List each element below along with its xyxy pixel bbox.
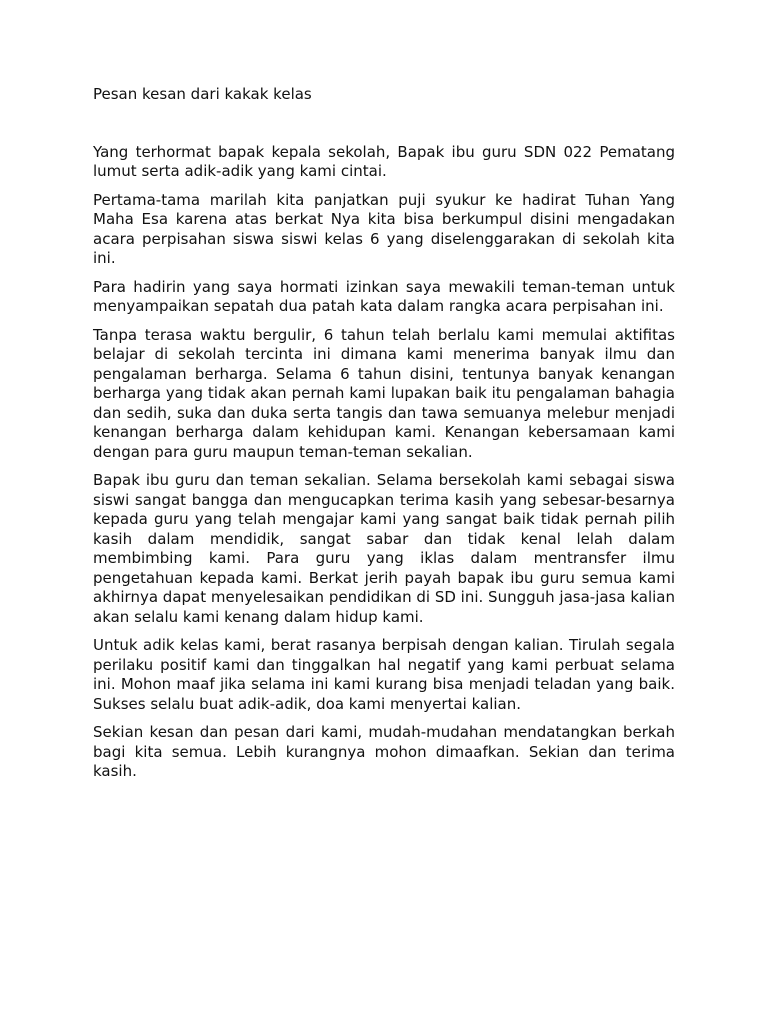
paragraph-greeting: Yang terhormat bapak kepala sekolah, Bapak ibu guru SDN 022 Pematang lumut serta adik-adik yang kami cintai.	[93, 142, 675, 180]
document-body	[93, 85, 675, 791]
paragraph-message-juniors: Untuk adik kelas kami, berat rasanya berpisah dengan kalian. Tirulah segala perilaku positif kami dan tinggalkan hal negatif yang kami perbuat selama ini. Mohon maaf jika selama ini kami kurang bisa menjadi teladan yang baik. Sukses selalu buat adik-adik, doa kami menyertai kalian.	[93, 636, 675, 713]
paragraph-memories: Tanpa terasa waktu bergulir, 6 tahun telah berlalu kami memulai aktifitas belajar di sekolah tercinta ini dimana kami menerima banyak ilmu dan pengalaman berharga. Selama 6 tahun disini, tentunya banyak kenangan berharga yang tidak akan pernah kami lupakan baik itu pengalaman bahagia dan sedih, suka dan duka serta tangis dan tawa semuanya melebur menjadi kenangan berharga dalam kehidupan kami. Kenangan kebersamaan kami dengan para guru maupun teman-teman sekalian.	[93, 325, 675, 461]
paragraph-thanks-teachers: Bapak ibu guru dan teman sekalian. Selama bersekolah kami sebagai siswa siswi sangat bangga dan mengucapkan terima kasih yang sebesar-besarnya kepada guru yang telah mengajar kami yang sangat baik tidak pernah pilih kasih dalam mendidik, sangat sabar dan tidak kenal lelah dalam membimbing kami. Para guru yang iklas dalam mentransfer ilmu pengetahuan kepada kami. Berkat jerih payah bapak ibu guru semua kami akhirnya dapat menyelesaikan pendidikan di SD ini. Sungguh jasa-jasa kalian akan selalu kami kenang dalam hidup kami.	[93, 471, 675, 626]
paragraph-gratitude: Pertama-tama marilah kita panjatkan puji syukur ke hadirat Tuhan Yang Maha Esa karena atas berkat Nya kita bisa berkumpul disini mengadakan acara perpisahan siswa siswi kelas 6 yang diselenggarakan di sekolah kita ini.	[93, 190, 675, 267]
paragraph-closing: Sekian kesan dan pesan dari kami, mudah-mudahan mendatangkan berkah bagi kita semua. Lebih kurangnya mohon dimaafkan. Sekian dan terima kasih.	[93, 723, 675, 780]
paragraph-introduction: Para hadirin yang saya hormati izinkan saya mewakili teman-teman untuk menyampaikan sepatah dua patah kata dalam rangka acara perpisahan ini.	[93, 277, 675, 315]
document-title: Pesan kesan dari kakak kelas	[93, 85, 312, 103]
